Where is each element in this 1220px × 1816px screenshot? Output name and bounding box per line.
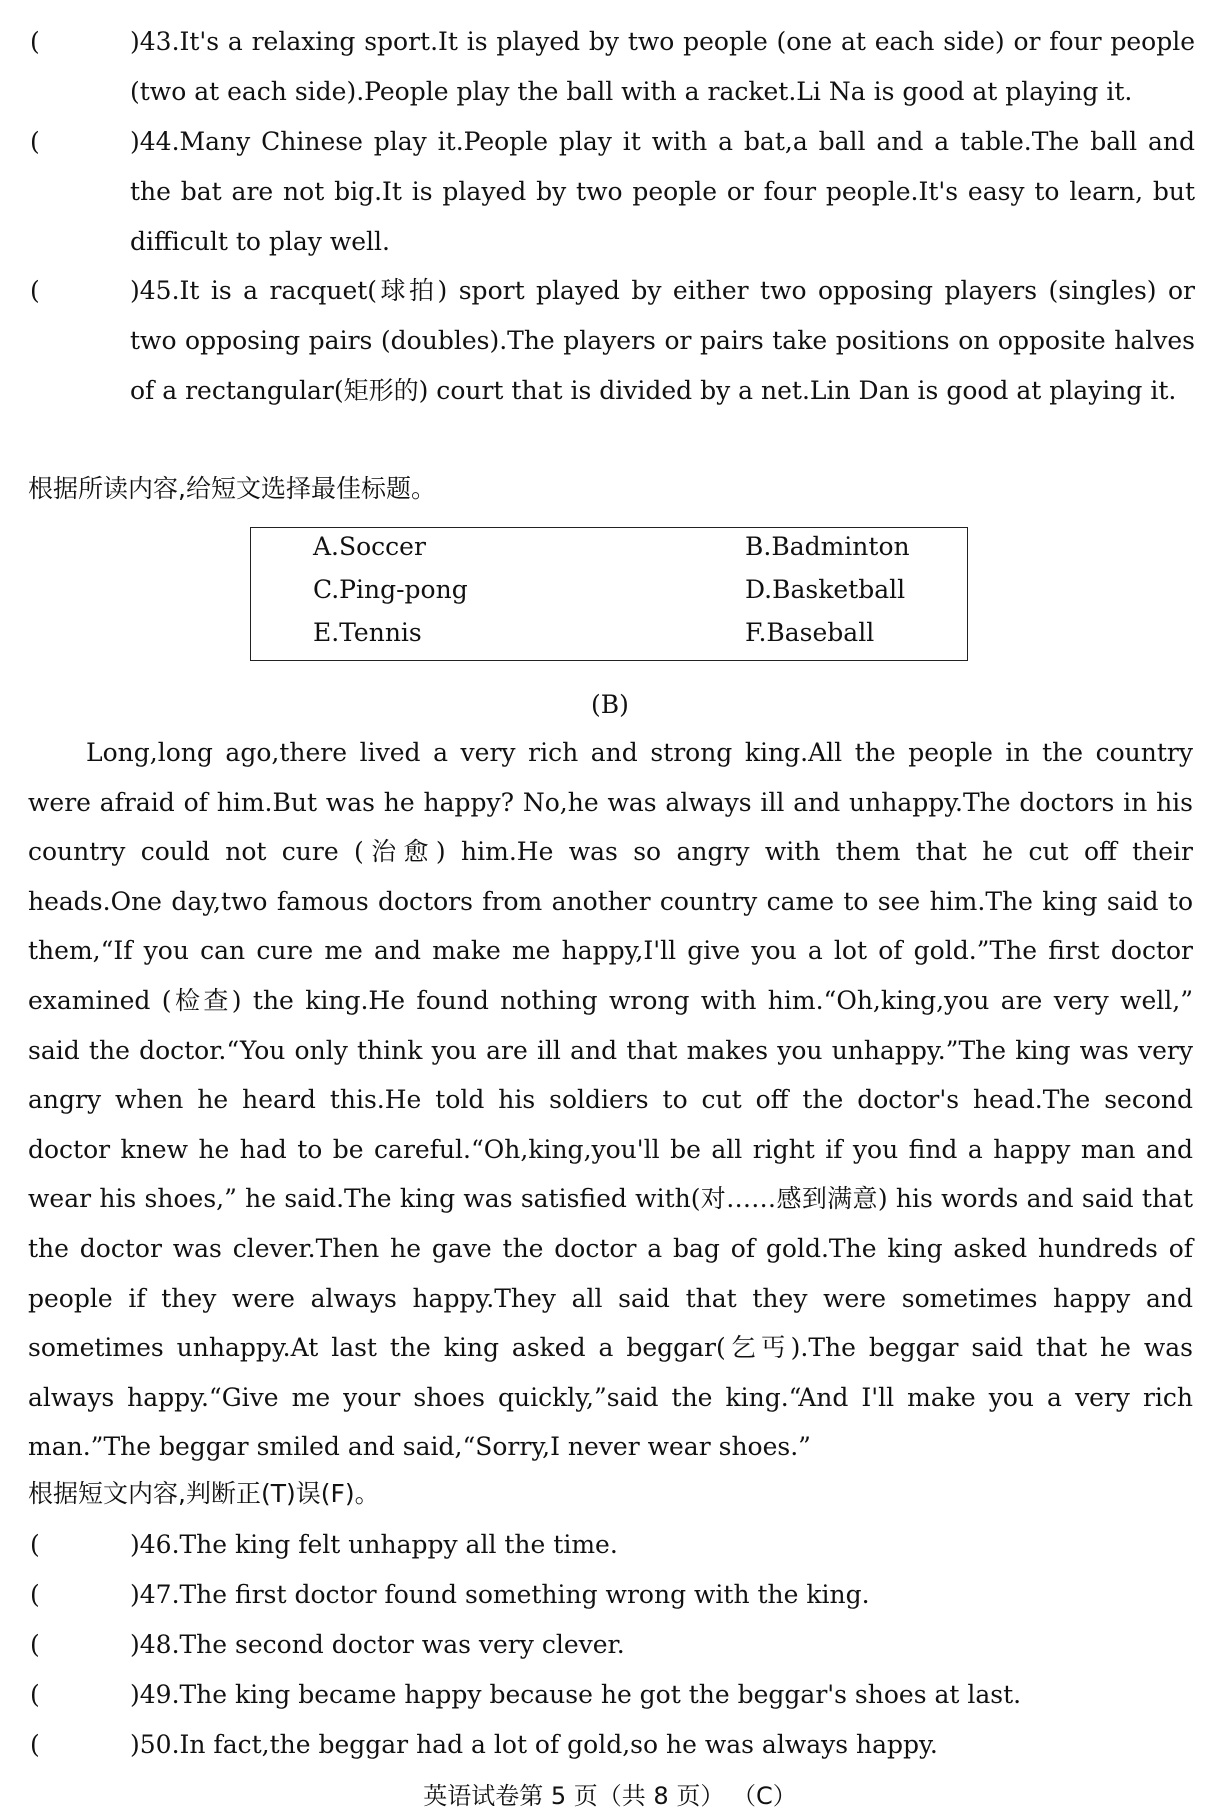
instruction-a: 根据所读内容,给短文选择最佳标题。 — [28, 474, 436, 503]
option-a: A.Soccer — [313, 532, 426, 561]
answer-blank[interactable]: ( — [30, 1530, 40, 1559]
question-50 — [30, 1720, 1195, 1770]
passage-b: Long,long ago,there lived a very rich and strong king.All the people in the country were afraid of him.But was he happy? No,he was always ill and unhappy.The doctors in his country could not cure (治愈) him.He was so angry with them that he cut off their heads.One day,two famous doctors from another country came to see him.The king said to them,“If you can cure me and make me happy,I'll give you a lot of gold.”The first doctor examined (检查) the king.He found nothing wrong with him.“Oh,king,you are very well,” said the doctor.“You only think you are ill and that makes you unhappy.”The king was very angry when he heard this.He told his soldiers to cut off the doctor's head.The second doctor knew he had to be careful.“Oh,king,you'll be all right if you find a happy man and wear his shoes,” he said.The king was satisfied with(对……感到满意) his words and said that the doctor was clever.Then he gave the doctor a bag of gold.The king asked hundreds of people if they were always happy.They all said that they were sometimes happy and sometimes unhappy.At last the king asked a beggar(乞丐).The beggar said that he was always happy.“Give me your shoes quickly,”said the king.“And I'll make you a very rich man.”The beggar smiled and said,“Sorry,I never wear shoes.” — [28, 738, 1193, 1462]
question-46 — [30, 1520, 1195, 1570]
question-text: )44.Many Chinese play it.People play it with a bat,a ball and a table.The ball and the bat are not big.It is played by two people or four people.It's easy to learn, but difficult to play well. — [130, 127, 1195, 256]
answer-blank[interactable]: ( — [30, 1680, 40, 1709]
page-footer: 英语试卷第 5 页（共 8 页） （C） — [423, 1782, 797, 1810]
question-text: )45.It is a racquet(球拍) sport played by either two opposing players (singles) or two opposing pairs (doubles).The players or pairs take positions on opposite halves of a rectangular(矩形的) court that is divided by a net.Lin Dan is good at playing it. — [130, 276, 1195, 405]
answer-blank[interactable]: ( — [30, 276, 40, 305]
answer-blank[interactable]: ( — [30, 27, 40, 56]
question-text: )47.The first doctor found something wrong with the king. — [130, 1580, 870, 1609]
option-d: D.Basketball — [745, 575, 906, 604]
option-e: E.Tennis — [313, 618, 422, 647]
question-text: )48.The second doctor was very clever. — [130, 1630, 625, 1659]
question-49 — [30, 1670, 1195, 1720]
option-c: C.Ping-pong — [313, 575, 468, 604]
option-f: F.Baseball — [745, 618, 875, 647]
question-43 — [30, 17, 1195, 117]
question-48 — [30, 1620, 1195, 1670]
answer-blank[interactable]: ( — [30, 1630, 40, 1659]
question-45 — [30, 266, 1195, 416]
instruction-b: 根据短文内容,判断正(T)误(F)。 — [28, 1479, 380, 1508]
answer-blank[interactable]: ( — [30, 1730, 40, 1759]
answer-blank[interactable]: ( — [30, 127, 40, 156]
question-47 — [30, 1570, 1195, 1620]
section-b-title: (B) — [591, 690, 629, 719]
answer-blank[interactable]: ( — [30, 1580, 40, 1609]
question-text: )43.It's a relaxing sport.It is played by two people (one at each side) or four people (two at each side).People play the ball with a racket.Li Na is good at playing it. — [130, 27, 1195, 106]
question-text: )50.In fact,the beggar had a lot of gold,so he was always happy. — [130, 1730, 938, 1759]
option-b: B.Badminton — [745, 532, 910, 561]
question-text: )46.The king felt unhappy all the time. — [130, 1530, 618, 1559]
options-box — [250, 527, 968, 661]
question-text: )49.The king became happy because he got the beggar's shoes at last. — [130, 1680, 1022, 1709]
question-44 — [30, 117, 1195, 267]
